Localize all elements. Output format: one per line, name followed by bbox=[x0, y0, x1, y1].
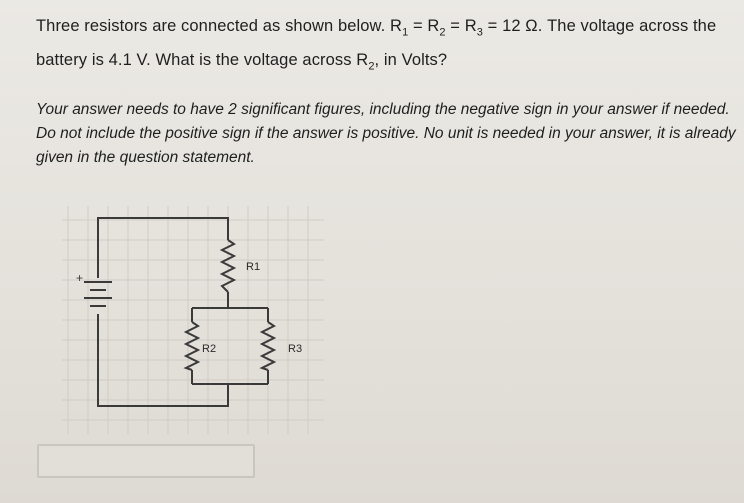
battery-plus-sign: + bbox=[76, 271, 84, 285]
question-part: , in Volts? bbox=[374, 51, 448, 70]
r1-label: R1 bbox=[246, 261, 261, 273]
question-part: = 12 Ω. The voltage across the battery is 4.1 V. What is the voltage across R bbox=[36, 17, 717, 70]
circuit-svg bbox=[62, 206, 326, 436]
subscript: 3 bbox=[476, 26, 483, 39]
subscript: 1 bbox=[402, 26, 409, 39]
wires bbox=[98, 218, 268, 406]
r2-label: R2 bbox=[202, 343, 217, 355]
r3-label: R3 bbox=[288, 343, 303, 355]
answer-input[interactable] bbox=[37, 444, 255, 478]
question-part: Three resistors are connected as shown below. R bbox=[36, 17, 403, 35]
subscript: 2 bbox=[368, 60, 375, 73]
question-part: = R bbox=[408, 17, 440, 35]
question-text bbox=[36, 12, 736, 81]
answer-instructions: Your answer needs to have 2 significant figures, including the negative sign in your answer if needed. Do not include the positive sign if the answer is positive. No unit is needed in your answer, it is already given in the question statement. bbox=[36, 101, 736, 166]
circuit-diagram bbox=[62, 206, 326, 436]
subscript: 2 bbox=[439, 26, 446, 39]
question-part: = R bbox=[445, 17, 477, 35]
